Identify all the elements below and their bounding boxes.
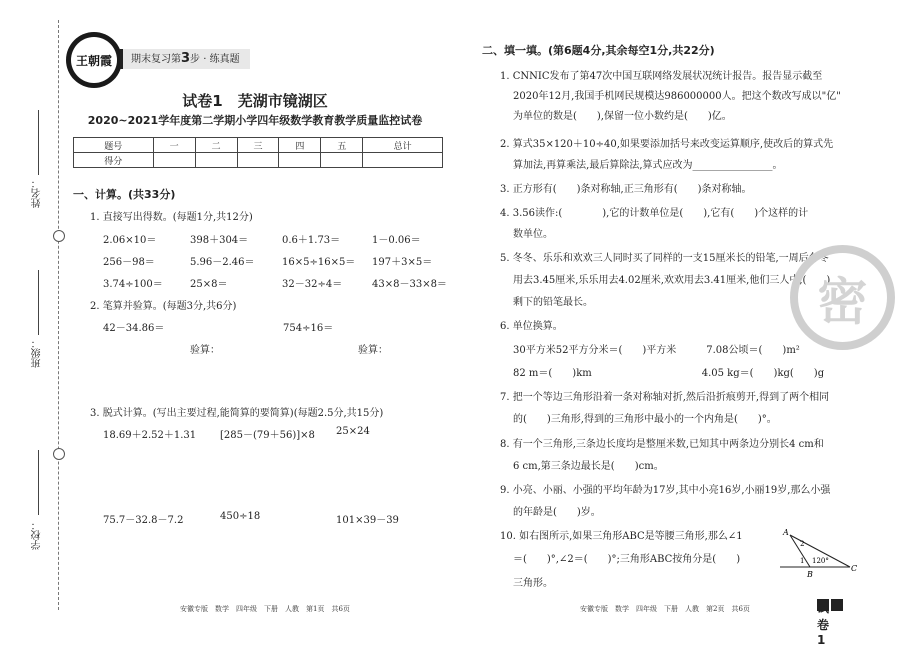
binding-hole <box>53 230 65 242</box>
q1-item: 398＋304＝ <box>190 235 249 246</box>
s2-line: 1. CNNIC发布了第47次中国互联网络发展状况统计报告。报告显示截至 <box>500 71 823 82</box>
s2-line: 2020年12月,我国手机网民规模达986000000人。把这个数改写成以"亿" <box>513 91 841 102</box>
confidential-seal: 密 <box>790 245 895 350</box>
step-banner: 期末复习第3步 · 练真题 <box>120 49 250 69</box>
brand-logo: 王朝霞 <box>66 32 122 88</box>
q1-item: 3.74÷100＝ <box>103 279 163 290</box>
q2-title: 2. 笔算并验算。(每题3分,共6分) <box>90 301 237 312</box>
check-label: 验算： <box>190 345 220 356</box>
q1-title: 1. 直接写出得数。(每题1分,共12分) <box>90 212 253 223</box>
s2-line: 9. 小亮、小丽、小强的平均年龄为17岁,其中小亮16岁,小丽19岁,那么小强 <box>500 485 831 496</box>
q3-item: 18.69＋2.52＋1.31 <box>103 430 197 441</box>
s2-line: 4. 3.56读作:( ),它的计数单位是( ),它有( )个这样的计 <box>500 208 809 219</box>
label-C: C <box>851 564 858 573</box>
label-A: A <box>783 528 789 537</box>
school-label: 学校： <box>32 520 43 550</box>
s2-line: ＝( )°,∠2＝( )°;三角形ABC按角分是( ) <box>513 554 741 565</box>
paper-title: 试卷1 芜湖市镜湖区 <box>182 92 328 110</box>
footer-left: 安徽专版 数学 四年级 下册 人教 第1页 共6页 <box>180 605 350 613</box>
q1-item: 5.96－2.46＝ <box>190 257 255 268</box>
s2-line: 8. 有一个三角形,三条边长度均是整厘米数,已知其中两条边分别长4 cm和 <box>500 439 824 450</box>
q3-item: 101×39－39 <box>336 515 399 526</box>
name-label: 姓名： <box>32 178 43 208</box>
s2-line: 算加法,再算乘法,最后算除法,算式应改为________________。 <box>513 160 783 171</box>
s2-line: 2. 算式35×120＋10÷40,如果要添加括号来改变运算顺序,使改后的算式先 <box>500 139 834 150</box>
section2-title: 二、填一填。(第6题4分,其余每空1分,共22分) <box>482 44 715 57</box>
class-label: 班级： <box>32 338 43 368</box>
q3-item: 75.7－32.8－7.2 <box>103 515 184 526</box>
q1-item: 0.6＋1.73＝ <box>282 235 341 246</box>
s2-line: 为单位的数是( ),保留一位小数约是( )亿。 <box>513 111 732 122</box>
paper-subtitle: 2020~2021学年度第二学期小学四年级数学教育教学质量监控试卷 <box>87 114 423 127</box>
s2-line: 6. 单位换算。 <box>500 321 563 332</box>
s2-line: 剩下的铅笔最长。 <box>513 297 593 308</box>
q1-item: 32－32÷4＝ <box>282 279 343 290</box>
q1-item: 43×8－33×8＝ <box>372 279 447 290</box>
q1-item: 2.06×10＝ <box>103 235 157 246</box>
triangle-figure <box>780 525 860 580</box>
q1-item: 256－98＝ <box>103 257 155 268</box>
section1-title: 一、计算。(共33分) <box>73 188 176 201</box>
label-angle2: 2 <box>800 540 805 548</box>
footer-right: 安徽专版 数学 四年级 下册 人教 第2页 共6页 <box>580 605 750 613</box>
label-B: B <box>807 570 813 579</box>
q1-item: 1－0.06＝ <box>372 235 421 246</box>
s2-line: 3. 正方形有( )条对称轴,正三角形有( )条对称轴。 <box>500 184 752 195</box>
s2-line: 10. 如右图所示,如果三角形ABC是等腰三角形,那么∠1 <box>500 531 743 542</box>
label-angle1: 1 <box>800 557 805 565</box>
school-blank <box>38 450 39 515</box>
s2-line: 6 cm,第三条边最长是( )cm。 <box>513 461 664 472</box>
binding-hole <box>53 448 65 460</box>
s2-line: 数单位。 <box>513 229 553 240</box>
binding-dashed-line <box>58 20 59 610</box>
s2-line: 82 m＝( )km 4.05 kg＝( )kg( )g <box>513 368 825 379</box>
s2-line: 三角形。 <box>513 578 553 589</box>
q3-item: [285－(79＋56)]×8 <box>220 430 315 441</box>
s2-line: 7. 把一个等边三角形沿着一条对称轴对折,然后沿折痕剪开,得到了两个相同 <box>500 392 830 403</box>
s2-line: 30平方米52平方分米＝( )平方米 7.08公顷＝( )m² <box>513 345 800 356</box>
q3-item: 450÷18 <box>220 511 261 522</box>
q1-item: 197＋3×5＝ <box>372 257 433 268</box>
q3-item: 25×24 <box>336 426 370 437</box>
class-blank <box>38 270 39 335</box>
s2-line: 5. 冬冬、乐乐和欢欢三人同时买了同样的一支15厘米长的铅笔,一周后冬冬 <box>500 253 829 264</box>
s2-line: 的( )三角形,得到的三角形中最小的一个内角是( )°。 <box>513 414 777 425</box>
q2-item: 754÷16＝ <box>283 323 334 334</box>
name-blank <box>38 110 39 175</box>
q1-item: 25×8＝ <box>190 279 228 290</box>
check-label: 验算： <box>358 345 388 356</box>
q1-item: 16×5÷16×5＝ <box>282 257 356 268</box>
score-table: 题号 一 二 三 四 五 总计 得分 <box>73 137 443 168</box>
q3-title: 3. 脱式计算。(写出主要过程,能简算的要简算)(每题2.5分,共15分) <box>90 408 384 419</box>
q2-item: 42－34.86＝ <box>103 323 165 334</box>
s2-line: 用去3.45厘米,乐乐用去4.02厘米,欢欢用去3.41厘米,他们三人中,( ) <box>513 275 831 286</box>
label-angle-120: 120° <box>812 557 829 565</box>
paper-tag: 试卷1 <box>815 597 843 611</box>
s2-line: 的年龄是( )岁。 <box>513 507 601 518</box>
